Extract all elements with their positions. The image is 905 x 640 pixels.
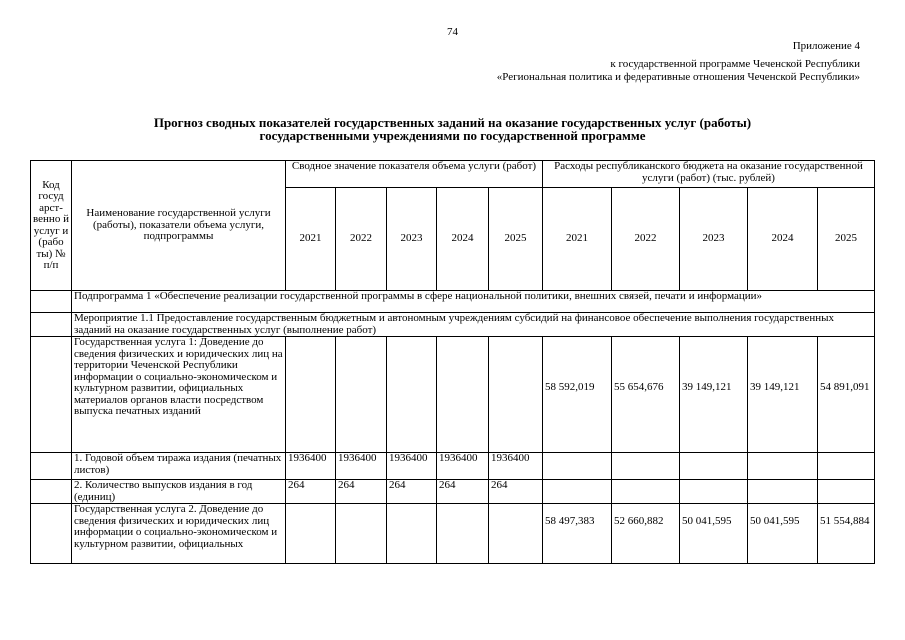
annex-label: Приложение 4 <box>792 40 860 52</box>
volume-cell <box>489 504 543 564</box>
volume-cell <box>336 337 387 453</box>
expense-cell: 51 554,884 <box>818 504 875 564</box>
expense-cell <box>818 453 875 480</box>
subprogram-row <box>31 291 875 313</box>
measure-title: Мероприятие 1.1 Предоставление государственным бюджетным и автономным учреждениям субсидий на финансовое обеспечение выполнения государственных заданий на оказание государственных услуг (выполнение работ) <box>72 313 875 337</box>
page-number: 74 <box>447 26 458 38</box>
row-name: Государственная услуга 1: Доведение до сведения физических и юридических лиц на территории Чеченской Республики информации о социально-экономическом и культурном развитии, официальных материалов органов власти посредством выпуска печатных изданий <box>72 337 286 453</box>
volume-cell: 1936400 <box>286 453 336 480</box>
subprogram-title: Подпрограмма 1 «Обеспечение реализации государственной программы в сфере национальной политики, внешних связей, печати и информации» <box>72 291 875 313</box>
title-line2: государственными учреждениями по государственной программе <box>259 128 646 143</box>
header-expense-year: 2023 <box>680 188 748 291</box>
header-expense-year: 2021 <box>543 188 612 291</box>
volume-cell: 264 <box>489 480 543 504</box>
volume-cell: 1936400 <box>387 453 437 480</box>
volume-cell <box>286 504 336 564</box>
expense-cell <box>748 480 818 504</box>
code-cell <box>31 453 72 480</box>
header-volume-year: 2023 <box>387 188 437 291</box>
measure-row <box>31 313 875 337</box>
volume-cell <box>437 337 489 453</box>
table-row <box>31 453 875 480</box>
header-row-groups <box>31 161 875 188</box>
volume-cell: 1936400 <box>336 453 387 480</box>
expense-cell: 58 592,019 <box>543 337 612 453</box>
forecast-table <box>30 160 875 564</box>
expense-cell: 39 149,121 <box>680 337 748 453</box>
header-name: Наименование государственной услуги (работы), показатели объема услуги, подпрограммы <box>72 161 286 291</box>
annex-reference-line1: к государственной программе Чеченской Республики <box>610 58 860 70</box>
row-name: Государственная услуга 2. Доведение до сведения физических и юридических лиц информации о социально-экономическом и культурном развитии, официальных <box>72 504 286 564</box>
table-row <box>31 504 875 564</box>
expense-cell <box>680 480 748 504</box>
header-expense-year: 2022 <box>612 188 680 291</box>
expense-cell <box>543 453 612 480</box>
header-expense-group: Расходы республиканского бюджета на оказание государственной услуги (работ) (тыс. рублей) <box>543 161 875 188</box>
volume-cell: 264 <box>336 480 387 504</box>
volume-cell <box>437 504 489 564</box>
table-row <box>31 337 875 453</box>
header-volume-year: 2024 <box>437 188 489 291</box>
expense-cell: 50 041,595 <box>748 504 818 564</box>
header-volume-year: 2021 <box>286 188 336 291</box>
expense-cell: 54 891,091 <box>818 337 875 453</box>
expense-cell: 50 041,595 <box>680 504 748 564</box>
annex-reference <box>497 58 860 84</box>
volume-cell <box>387 337 437 453</box>
volume-cell <box>336 504 387 564</box>
expense-cell: 58 497,383 <box>543 504 612 564</box>
header-code: Код госуд арст- венно й услуг и (рабо ты) № п/п <box>31 161 72 291</box>
code-cell <box>31 504 72 564</box>
expense-cell: 55 654,676 <box>612 337 680 453</box>
expense-cell: 39 149,121 <box>748 337 818 453</box>
expense-cell <box>612 453 680 480</box>
header-expense-year: 2025 <box>818 188 875 291</box>
document-title <box>0 116 905 142</box>
volume-cell <box>387 504 437 564</box>
row-name: 2. Количество выпусков издания в год (единиц) <box>72 480 286 504</box>
code-cell <box>31 291 72 313</box>
volume-cell: 264 <box>387 480 437 504</box>
volume-cell: 1936400 <box>489 453 543 480</box>
expense-cell <box>680 453 748 480</box>
volume-cell: 1936400 <box>437 453 489 480</box>
annex-reference-line2: «Региональная политика и федеративные отношения Чеченской Республики» <box>496 71 860 83</box>
header-expense-year: 2024 <box>748 188 818 291</box>
title-line1: Прогноз сводных показателей государственных заданий на оказание государственных услуг (работы) <box>153 115 752 130</box>
row-name: 1. Годовой объем тиража издания (печатных листов) <box>72 453 286 480</box>
header-volume-year: 2025 <box>489 188 543 291</box>
code-cell <box>31 480 72 504</box>
expense-cell <box>543 480 612 504</box>
volume-cell <box>286 337 336 453</box>
code-cell <box>31 337 72 453</box>
header-volume-group: Сводное значение показателя объема услуги (работ) <box>286 161 543 188</box>
expense-cell <box>818 480 875 504</box>
header-volume-year: 2022 <box>336 188 387 291</box>
volume-cell: 264 <box>286 480 336 504</box>
expense-cell <box>612 480 680 504</box>
code-cell <box>31 313 72 337</box>
volume-cell: 264 <box>437 480 489 504</box>
expense-cell: 52 660,882 <box>612 504 680 564</box>
expense-cell <box>748 453 818 480</box>
volume-cell <box>489 337 543 453</box>
table-row <box>31 480 875 504</box>
